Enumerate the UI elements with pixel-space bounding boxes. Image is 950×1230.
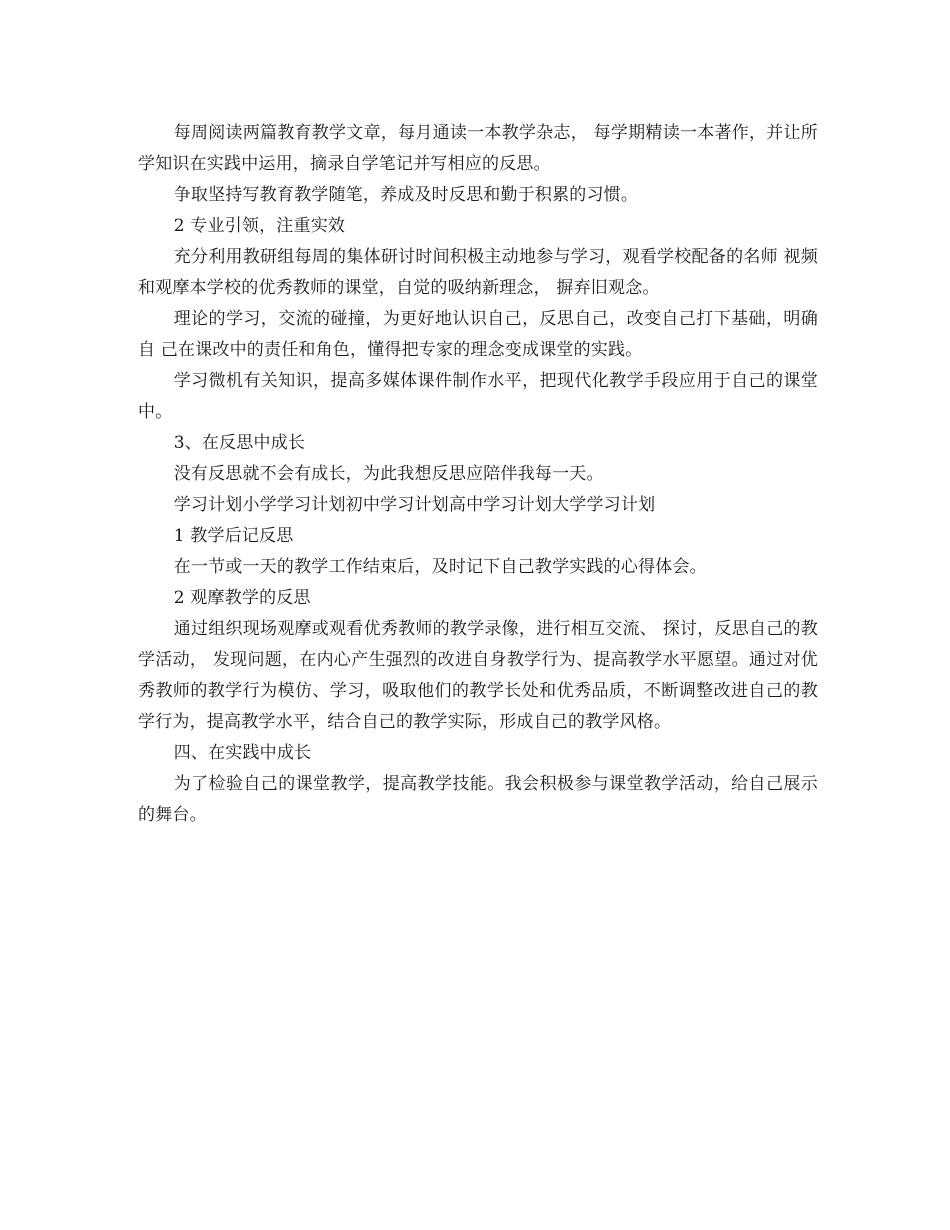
paragraph-reflection-daily: 没有反思就不会有成长，为此我想反思应陪伴我每一天。 [173, 464, 604, 484]
paragraph-observation-details: 通过组织现场观摩或观看优秀教师的教学录像，进行相互交流、 探讨，反思自己的教学活动， 发现问题，在内心产生强烈的改进自身教学行为、提高教学水平愿望。通过对优秀教师的教学行为模仿、学习，吸取他们的教学长处和优秀品质，不断调整改进自己的教学行为，提高教学水平，结合自己的教学实际，形成自己的教学风格。 [138, 619, 818, 732]
heading-professional-guidance: 2 专业引领，注重实效 [173, 216, 346, 236]
paragraph-reading-plan: 每周阅读两篇教育教学文章，每月通读一本教学杂志， 每学期精读一本著作，并让所学知识在实践中运用，摘录自学笔记并写相应的反思。 [138, 123, 818, 174]
paragraph-theory-study: 理论的学习，交流的碰撞，为更好地认识自己，反思自己，改变自己打下基础，明确自 己在课改中的责任和角色，懂得把专家的理念变成课堂的实践。 [138, 309, 818, 360]
paragraph-post-lesson-notes: 在一节或一天的教学工作结束后，及时记下自己教学实践的心得体会。 [173, 557, 707, 577]
heading-grow-in-practice: 四、在实践中成长 [173, 743, 312, 763]
paragraph-practice-details: 为了检验自己的课堂教学，提高教学技能。我会积极参与课堂教学活动，给自己展示的舞台。 [138, 774, 818, 825]
heading-grow-in-reflection: 3、在反思中成长 [173, 433, 306, 453]
paragraph-study-plan-keywords: 学习计划小学学习计划初中学习计划高中学习计划大学学习计划 [173, 495, 656, 515]
document-body [138, 118, 818, 831]
paragraph-writing-habit: 争取坚持写教育教学随笔，养成及时反思和勤于积累的习惯。 [173, 185, 639, 205]
paragraph-research-group: 充分利用教研组每周的集体研讨时间积极主动地参与学习，观看学校配备的名师 视频和观摩本学校的优秀教师的课堂，自觉的吸纳新理念， 摒弃旧观念。 [138, 247, 818, 298]
paragraph-computer-skills: 学习微机有关知识，提高多媒体课件制作水平，把现代化教学手段应用于自己的课堂中。 [138, 371, 818, 422]
heading-observation-reflection: 2 观摩教学的反思 [173, 588, 311, 608]
heading-post-lesson-reflection: 1 教学后记反思 [173, 526, 294, 546]
